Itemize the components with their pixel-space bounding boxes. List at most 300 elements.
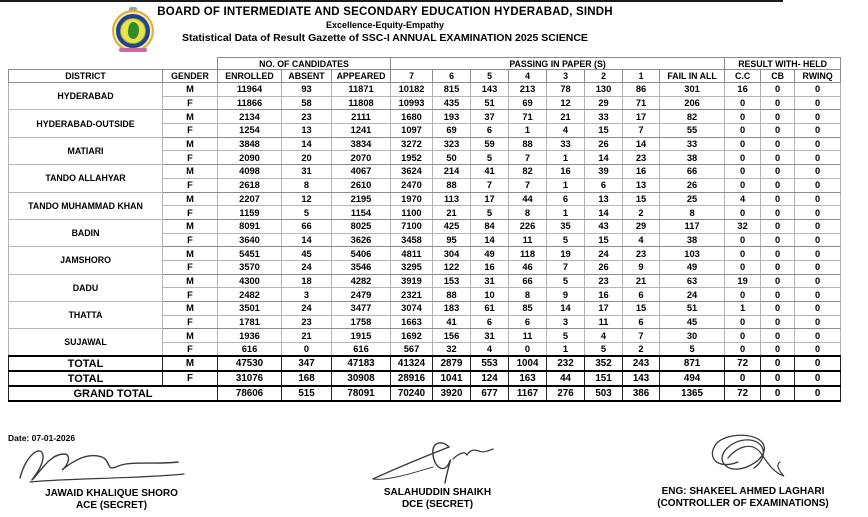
value-cell: 63: [660, 274, 725, 288]
total-value-cell: 1004: [509, 356, 547, 371]
value-cell: 1758: [332, 315, 391, 329]
value-cell: 49: [471, 247, 509, 261]
value-cell: 0: [761, 288, 795, 302]
value-cell: 0: [725, 343, 761, 357]
grand-total-value-cell: 0: [761, 386, 795, 401]
value-cell: 3624: [391, 165, 433, 179]
signature-dce-icon: [353, 437, 523, 487]
value-cell: 3570: [218, 260, 282, 274]
value-cell: 6: [471, 124, 509, 138]
value-cell: 0: [795, 110, 841, 124]
value-cell: 323: [433, 137, 471, 151]
total-row: [9, 356, 841, 371]
value-cell: 113: [433, 192, 471, 206]
value-cell: 3626: [332, 233, 391, 247]
district-name-cell: TANDO MUHAMMAD KHAN: [9, 192, 163, 219]
value-cell: 0: [795, 206, 841, 220]
value-cell: 0: [795, 288, 841, 302]
value-cell: 32: [725, 219, 761, 233]
total-value-cell: 1041: [433, 371, 471, 386]
value-cell: 6: [471, 315, 509, 329]
value-cell: 10: [471, 288, 509, 302]
value-cell: 11871: [332, 83, 391, 97]
gender-cell: F: [163, 233, 218, 247]
value-cell: 1952: [391, 151, 433, 165]
value-cell: 213: [509, 83, 547, 97]
value-cell: 2321: [391, 288, 433, 302]
value-cell: 11: [585, 315, 623, 329]
value-cell: 4: [623, 233, 660, 247]
value-cell: 45: [660, 315, 725, 329]
grand-total-value-cell: 70240: [391, 386, 433, 401]
signatory-title: ACE (SECRET): [75, 500, 148, 511]
total-value-cell: 44: [547, 371, 585, 386]
value-cell: 226: [509, 219, 547, 233]
value-cell: 193: [433, 110, 471, 124]
value-cell: 3: [547, 315, 585, 329]
table-row: [9, 83, 841, 97]
value-cell: 0: [725, 110, 761, 124]
value-cell: 16: [547, 165, 585, 179]
value-cell: 130: [585, 83, 623, 97]
value-cell: 0: [725, 165, 761, 179]
value-cell: 12: [282, 192, 332, 206]
value-cell: 19: [547, 247, 585, 261]
value-cell: 0: [761, 302, 795, 316]
group-header-withheld: RESULT WITH- HELD: [725, 58, 841, 70]
value-cell: 88: [433, 288, 471, 302]
value-cell: 31: [471, 329, 509, 343]
results-tbody: [9, 83, 841, 357]
total-value-cell: 352: [585, 356, 623, 371]
value-cell: 2: [623, 206, 660, 220]
value-cell: 29: [585, 96, 623, 110]
total-value-cell: 143: [623, 371, 660, 386]
total-value-cell: 28916: [391, 371, 433, 386]
value-cell: 3295: [391, 260, 433, 274]
value-cell: 71: [623, 96, 660, 110]
value-cell: 93: [282, 83, 332, 97]
value-cell: 0: [795, 151, 841, 165]
total-value-cell: 72: [725, 356, 761, 371]
value-cell: 0: [761, 165, 795, 179]
value-cell: 0: [725, 178, 761, 192]
value-cell: 14: [585, 206, 623, 220]
value-cell: 5451: [218, 247, 282, 261]
value-cell: 0: [509, 343, 547, 357]
signatory-name: ENG: SHAKEEL AHMED LAGHARI: [661, 486, 825, 497]
value-cell: 117: [660, 219, 725, 233]
value-cell: 31: [282, 165, 332, 179]
value-cell: 0: [761, 219, 795, 233]
value-cell: 0: [795, 260, 841, 274]
grand-total-value-cell: 78091: [332, 386, 391, 401]
col-header-appeared: APPEARED: [332, 70, 391, 83]
col-header-paper2: 2: [585, 70, 623, 83]
value-cell: 66: [509, 274, 547, 288]
value-cell: 1915: [332, 329, 391, 343]
signatory-block-ace: [4, 440, 219, 512]
value-cell: 0: [761, 124, 795, 138]
value-cell: 0: [725, 96, 761, 110]
col-header-district: DISTRICT: [9, 70, 163, 83]
table-row: [9, 137, 841, 151]
value-cell: 15: [585, 233, 623, 247]
value-cell: 8: [660, 206, 725, 220]
signatory-block-controller: [618, 432, 868, 510]
district-name-cell: HYDERABAD: [9, 83, 163, 110]
value-cell: 1: [547, 343, 585, 357]
total-value-cell: 124: [471, 371, 509, 386]
district-name-cell: SUJAWAL: [9, 329, 163, 356]
value-cell: 1097: [391, 124, 433, 138]
value-cell: 2207: [218, 192, 282, 206]
table-row: [9, 165, 841, 179]
report-header: [0, 6, 770, 44]
value-cell: 103: [660, 247, 725, 261]
value-cell: 24: [282, 302, 332, 316]
value-cell: 0: [725, 315, 761, 329]
value-cell: 2070: [332, 151, 391, 165]
value-cell: 0: [795, 219, 841, 233]
grand-total-label-cell: GRAND TOTAL: [9, 386, 218, 401]
value-cell: 59: [471, 137, 509, 151]
value-cell: 43: [585, 219, 623, 233]
value-cell: 0: [795, 247, 841, 261]
value-cell: 8091: [218, 219, 282, 233]
value-cell: 0: [761, 151, 795, 165]
value-cell: 1680: [391, 110, 433, 124]
value-cell: 14: [471, 233, 509, 247]
value-cell: 33: [585, 110, 623, 124]
value-cell: 1154: [332, 206, 391, 220]
value-cell: 0: [795, 124, 841, 138]
value-cell: 0: [795, 302, 841, 316]
gender-cell: F: [163, 178, 218, 192]
value-cell: 0: [761, 206, 795, 220]
table-row: [9, 110, 841, 124]
value-cell: 24: [660, 288, 725, 302]
total-value-cell: 41324: [391, 356, 433, 371]
value-cell: 71: [509, 110, 547, 124]
grand-total-value-cell: 78606: [218, 386, 282, 401]
value-cell: 86: [623, 83, 660, 97]
signature-controller-icon: [668, 432, 818, 486]
grand-total-value-cell: 0: [795, 386, 841, 401]
value-cell: 2482: [218, 288, 282, 302]
value-cell: 8025: [332, 219, 391, 233]
gender-cell: M: [163, 274, 218, 288]
value-cell: 21: [433, 206, 471, 220]
value-cell: 4: [585, 329, 623, 343]
value-cell: 1: [725, 302, 761, 316]
value-cell: 0: [725, 329, 761, 343]
value-cell: 0: [761, 329, 795, 343]
value-cell: 24: [585, 247, 623, 261]
value-cell: 3272: [391, 137, 433, 151]
value-cell: 616: [218, 343, 282, 357]
value-cell: 2111: [332, 110, 391, 124]
total-value-cell: 494: [660, 371, 725, 386]
signature-ace-icon: [12, 440, 212, 488]
value-cell: 3848: [218, 137, 282, 151]
value-cell: 0: [795, 83, 841, 97]
value-cell: 21: [623, 274, 660, 288]
value-cell: 5: [547, 233, 585, 247]
value-cell: 14: [282, 233, 332, 247]
value-cell: 25: [660, 192, 725, 206]
value-cell: 0: [761, 274, 795, 288]
total-value-cell: 0: [761, 371, 795, 386]
value-cell: 35: [547, 219, 585, 233]
value-cell: 0: [761, 110, 795, 124]
value-cell: 58: [282, 96, 332, 110]
value-cell: 21: [547, 110, 585, 124]
value-cell: 0: [795, 233, 841, 247]
value-cell: 118: [509, 247, 547, 261]
grand-total-value-cell: 72: [725, 386, 761, 401]
gender-cell: M: [163, 302, 218, 316]
grand-total-value-cell: 276: [547, 386, 585, 401]
value-cell: 9: [547, 288, 585, 302]
value-cell: 69: [433, 124, 471, 138]
value-cell: 0: [725, 124, 761, 138]
value-cell: 0: [725, 233, 761, 247]
value-cell: 11866: [218, 96, 282, 110]
gender-cell: M: [163, 110, 218, 124]
value-cell: 14: [547, 302, 585, 316]
value-cell: 143: [471, 83, 509, 97]
value-cell: 0: [725, 206, 761, 220]
value-cell: 16: [471, 260, 509, 274]
value-cell: 2: [623, 343, 660, 357]
grand-total-value-cell: 503: [585, 386, 623, 401]
value-cell: 0: [761, 247, 795, 261]
value-cell: 7: [509, 151, 547, 165]
value-cell: 41: [471, 165, 509, 179]
total-value-cell: 347: [282, 356, 332, 371]
value-cell: 0: [795, 192, 841, 206]
grand-total-value-cell: 515: [282, 386, 332, 401]
value-cell: 0: [795, 329, 841, 343]
value-cell: 23: [623, 247, 660, 261]
value-cell: 3546: [332, 260, 391, 274]
value-cell: 61: [471, 302, 509, 316]
gender-cell: F: [163, 315, 218, 329]
value-cell: 45: [282, 247, 332, 261]
value-cell: 5: [471, 151, 509, 165]
value-cell: 3074: [391, 302, 433, 316]
gender-cell: M: [163, 137, 218, 151]
value-cell: 7: [471, 178, 509, 192]
value-cell: 3: [282, 288, 332, 302]
district-name-cell: TANDO ALLAHYAR: [9, 165, 163, 192]
table-row: [9, 302, 841, 316]
value-cell: 7: [623, 124, 660, 138]
value-cell: 0: [795, 315, 841, 329]
value-cell: 39: [585, 165, 623, 179]
value-cell: 1: [547, 178, 585, 192]
col-header-paper3: 3: [547, 70, 585, 83]
value-cell: 4811: [391, 247, 433, 261]
value-cell: 16: [725, 83, 761, 97]
value-cell: 15: [623, 192, 660, 206]
value-cell: 425: [433, 219, 471, 233]
grand-total-value-cell: 677: [471, 386, 509, 401]
value-cell: 23: [585, 274, 623, 288]
value-cell: 122: [433, 260, 471, 274]
table-row: [9, 247, 841, 261]
value-cell: 17: [623, 110, 660, 124]
value-cell: 1692: [391, 329, 433, 343]
signatory-name: JAWAID KHALIQUE SHORO: [45, 488, 178, 499]
value-cell: 304: [433, 247, 471, 261]
value-cell: 10993: [391, 96, 433, 110]
value-cell: 2134: [218, 110, 282, 124]
value-cell: 0: [795, 178, 841, 192]
value-cell: 11: [509, 329, 547, 343]
table-row: [9, 219, 841, 233]
col-header-paper1: 1: [623, 70, 660, 83]
value-cell: 7: [547, 260, 585, 274]
gender-cell: F: [163, 288, 218, 302]
value-cell: 16: [585, 288, 623, 302]
value-cell: 2618: [218, 178, 282, 192]
gender-cell: F: [163, 206, 218, 220]
value-cell: 214: [433, 165, 471, 179]
value-cell: 2479: [332, 288, 391, 302]
value-cell: 23: [282, 315, 332, 329]
value-cell: 31: [471, 274, 509, 288]
table-row: [9, 192, 841, 206]
value-cell: 0: [795, 343, 841, 357]
total-value-cell: 163: [509, 371, 547, 386]
value-cell: 7100: [391, 219, 433, 233]
value-cell: 33: [660, 137, 725, 151]
total-value-cell: 168: [282, 371, 332, 386]
signatory-title: (CONTROLLER OF EXAMINATIONS): [657, 498, 829, 509]
value-cell: 69: [509, 96, 547, 110]
total-value-cell: 871: [660, 356, 725, 371]
value-cell: 567: [391, 343, 433, 357]
value-cell: 85: [509, 302, 547, 316]
total-row: [9, 371, 841, 386]
value-cell: 88: [433, 178, 471, 192]
value-cell: 2610: [332, 178, 391, 192]
value-cell: 0: [761, 192, 795, 206]
signatory-name: SALAHUDDIN SHAIKH: [383, 487, 492, 498]
value-cell: 1100: [391, 206, 433, 220]
value-cell: 7: [509, 178, 547, 192]
value-cell: 26: [660, 178, 725, 192]
group-header-spacer: [9, 58, 218, 70]
gender-cell: M: [163, 165, 218, 179]
value-cell: 41: [433, 315, 471, 329]
value-cell: 0: [761, 343, 795, 357]
value-cell: 82: [509, 165, 547, 179]
gender-cell: M: [163, 192, 218, 206]
value-cell: 4067: [332, 165, 391, 179]
value-cell: 5406: [332, 247, 391, 261]
value-cell: 6: [509, 315, 547, 329]
value-cell: 5: [547, 274, 585, 288]
value-cell: 815: [433, 83, 471, 97]
value-cell: 0: [761, 137, 795, 151]
value-cell: 18: [282, 274, 332, 288]
value-cell: 616: [332, 343, 391, 357]
value-cell: 8: [282, 178, 332, 192]
value-cell: 26: [585, 260, 623, 274]
col-header-paper6: 6: [433, 70, 471, 83]
value-cell: 44: [509, 192, 547, 206]
value-cell: 6: [623, 288, 660, 302]
value-cell: 301: [660, 83, 725, 97]
value-cell: 3919: [391, 274, 433, 288]
value-cell: 23: [623, 151, 660, 165]
value-cell: 1: [509, 124, 547, 138]
value-cell: 435: [433, 96, 471, 110]
value-cell: 14: [623, 137, 660, 151]
total-value-cell: 30908: [332, 371, 391, 386]
report-title: Statistical Data of Result Gazette of SSC-I ANNUAL EXAMINATION 2025 SCIENCE: [182, 32, 588, 44]
value-cell: 3834: [332, 137, 391, 151]
value-cell: 1: [547, 151, 585, 165]
value-cell: 5: [660, 343, 725, 357]
value-cell: 0: [761, 83, 795, 97]
total-value-cell: 47183: [332, 356, 391, 371]
group-header-passing: PASSING IN PAPER (S): [391, 58, 725, 70]
value-cell: 0: [725, 247, 761, 261]
total-value-cell: 0: [795, 371, 841, 386]
value-cell: 2090: [218, 151, 282, 165]
column-header-row: [9, 70, 841, 83]
value-cell: 6: [623, 315, 660, 329]
value-cell: 5: [585, 343, 623, 357]
value-cell: 4098: [218, 165, 282, 179]
value-cell: 0: [795, 165, 841, 179]
value-cell: 78: [547, 83, 585, 97]
district-name-cell: HYDERABAD-OUTSIDE: [9, 110, 163, 137]
district-name-cell: MATIARI: [9, 137, 163, 164]
value-cell: 5: [282, 206, 332, 220]
value-cell: 17: [471, 192, 509, 206]
total-label-cell: TOTAL: [9, 356, 163, 371]
value-cell: 19: [725, 274, 761, 288]
grand-total-value-cell: 1167: [509, 386, 547, 401]
value-cell: 11808: [332, 96, 391, 110]
grand-total-row: [9, 386, 841, 401]
grand-total-value-cell: 3920: [433, 386, 471, 401]
total-value-cell: 553: [471, 356, 509, 371]
board-name: BOARD OF INTERMEDIATE AND SECONDARY EDUCATION HYDERABAD, SINDH: [157, 6, 613, 18]
results-tfoot: [9, 356, 841, 401]
table-row: [9, 274, 841, 288]
value-cell: 6: [585, 178, 623, 192]
value-cell: 7: [623, 329, 660, 343]
value-cell: 0: [761, 260, 795, 274]
value-cell: 0: [761, 315, 795, 329]
value-cell: 14: [585, 151, 623, 165]
value-cell: 21: [282, 329, 332, 343]
value-cell: 156: [433, 329, 471, 343]
value-cell: 0: [761, 178, 795, 192]
value-cell: 2195: [332, 192, 391, 206]
district-name-cell: BADIN: [9, 219, 163, 246]
district-name-cell: DADU: [9, 274, 163, 301]
col-header-gender: GENDER: [163, 70, 218, 83]
value-cell: 15: [585, 124, 623, 138]
gender-cell: F: [163, 124, 218, 138]
